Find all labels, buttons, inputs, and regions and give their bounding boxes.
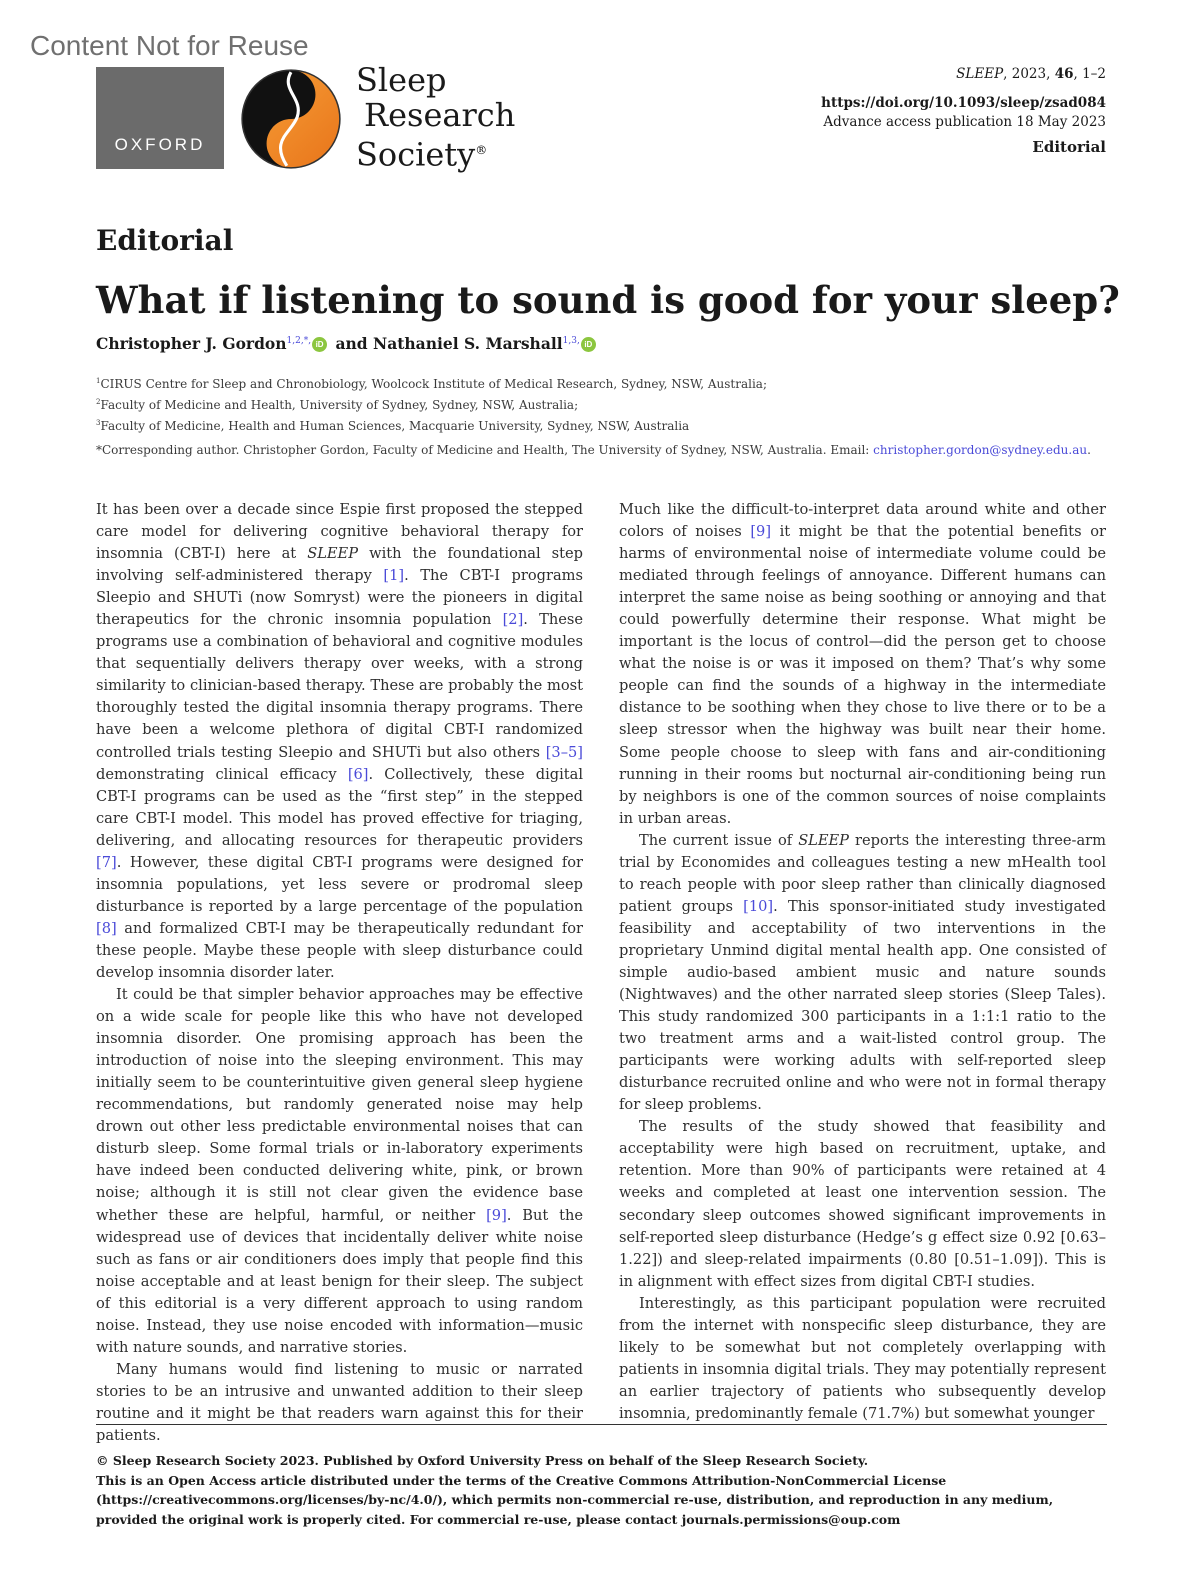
section-label: Editorial (96, 224, 234, 257)
license-notice: This is an Open Access article distributed under the terms of the Creative Commons Attribution-NonCommercial License (https://creativecommons.org/licenses/by-nc/4.0/), which permits non-commercial re-use, distribution, and reproduction in any medium, provided the original work is properly cited. For commercial re-use, please contact journals.permissions@oup.com (96, 1472, 1054, 1527)
orcid-icon[interactable]: iD (312, 337, 327, 352)
author-name: Nathaniel S. Marshall (373, 334, 563, 353)
paragraph: Many humans would find listening to music or narrated stories to be an intrusive and unwanted addition to their sleep routine and it might be that readers warn against this for their patients. (96, 1360, 583, 1444)
citation-line: SLEEP, 2023, 46, 1–2 (956, 66, 1106, 82)
article-title: What if listening to sound is good for your sleep? (96, 278, 1120, 322)
srs-logo-wordmark: Sleep Research Society® (356, 61, 516, 174)
citation-link[interactable]: [9] (486, 1206, 507, 1224)
paragraph: The current issue of SLEEP reports the interesting three-arm trial by Economides and colleagues testing a new mHealth tool to reach people with poor sleep rather than clinically diagnosed patient groups [10]. This sponsor-initiated study investigated feasibility and acceptability of two interventions in the proprietary Unmind digital mental health app. One consisted of simple audio-based ambient music and nature sounds (Nightwaves) and the other narrated sleep stories (Sleep Tales). This study randomized 300 participants in a 1:1:1 ratio to the two treatment arms and a wait-listed control group. The participants were working adults with self-reported sleep disturbance recruited online and who were not in formal therapy for sleep problems. (619, 831, 1106, 1114)
citation-link[interactable]: [1] (383, 567, 405, 585)
citation-link[interactable]: [3–5] (545, 743, 583, 761)
paragraph: It could be that simpler behavior approaches may be effective on a wide scale for people like this who have not developed insomnia disorder. One promising approach has been the introduction of noise into the sleeping environment. This may initially seem to be counterintuitive given general sleep hygiene recommendations, but randomly generated noise may help drown out other less predictable environmental noises that can disturb sleep. Some formal trials or in-laboratory experiments have indeed been conducted delivering white, pink, or brown noise; although it is still not clear given the evidence base whether these are helpful, harmful, or neither [9]. But the widespread use of devices that incidentally deliver white noise such as fans or air conditioners does imply that people find this noise acceptable and at least benign for their sleep. The subject of this editorial is a very different approach to using random noise. Instead, they use noise encoded with information—music with nature sounds, and narrative stories. (96, 986, 583, 1356)
affiliation: $^1$CIRUS Centre for Sleep and Chronobiology, Woolcock Institute of Medical Research, Sydney, NSW, Australia; (96, 377, 768, 391)
author-list: Christopher J. Gordon$^{1,2,*,}$ iD and Nathaniel S. Marshall$^{1,3,}$ iD (96, 334, 599, 353)
footer-divider (96, 1424, 1107, 1425)
citation-link[interactable]: [6] (347, 765, 369, 783)
affiliation: $^2$Faculty of Medicine and Health, University of Sydney, Sydney, NSW, Australia; (96, 398, 579, 412)
body-column-right (619, 499, 1106, 1425)
citation-link[interactable]: [7] (96, 853, 117, 871)
citation-link[interactable]: [9] (750, 523, 772, 541)
sleep-research-society-logo-icon (239, 67, 343, 171)
paragraph: It has been over a decade since Espie first proposed the stepped care model for delivering cognitive behavioral therapy for insomnia (CBT-I) here at SLEEP with the foundational step involving self-administered therapy [1]. The CBT-I programs Sleepio and SHUTi (now Somryst) were the pioneers in digital therapeutics for the chronic insomnia population [2]. These programs use a combination of behavioral and cognitive modules that sequentially delivers therapy over weeks, with a strong similarity to clinician-based therapy. These are probably the most thoroughly tested the digital insomnia therapy programs. There have been a welcome plethora of digital CBT-I randomized controlled trials testing Sleepio and SHUTi but also others [3–5] demonstrating clinical efficacy [6]. Collectively, these digital CBT-I programs can be used as the “first step” in the stepped care CBT-I model. This model has proved effective for triaging, delivering, and allocating resources for therapeutic providers [7]. However, these digital CBT-I programs were designed for insomnia populations, yet less severe or prodromal sleep disturbance is reported by a large percentage of the population [8] and formalized CBT-I may be therapeutically redundant for these people. Maybe these people with sleep disturbance could develop insomnia disorder later. (96, 501, 584, 981)
email-link[interactable]: christopher.gordon@sydney.edu.au (873, 443, 1088, 457)
citation-link[interactable]: [2] (502, 611, 524, 629)
orcid-icon[interactable]: iD (581, 337, 596, 352)
advance-access: Advance access publication 18 May 2023 (823, 114, 1106, 130)
affiliations (96, 372, 1108, 459)
article-type: Editorial (1032, 138, 1106, 156)
watermark-text: Content Not for Reuse (30, 30, 309, 61)
paragraph: Much like the difficult-to-interpret data around white and other colors of noises [9] it might be that the potential benefits or harms of environmental noise of intermediate volume could be mediated through feelings of annoyance. Different humans can interpret the same noise as being soothing or annoying and that could powerfully determine their response. What might be important is the locus of control—did the person get to choose what the noise is or was it imposed on them? That’s why some people can find the sounds of a highway in the intermediate distance to be soothing when they chose to live there or to be a sleep stressor when the highway was built near their home. Some people choose to sleep with fans and air-conditioning running in their rooms but nocturnal air-conditioning being run by neighbors is one of the common sources of noise complaints in urban areas. (619, 501, 1106, 827)
paragraph: The results of the study showed that feasibility and acceptability were high based on recruitment, uptake, and retention. More than 90% of participants were retained at 4 weeks and completed at least one intervention session. The secondary sleep outcomes showed significant improvements in self-reported sleep disturbance (Hedge’s g effect size 0.92 [0.63–1.22]) and sleep-related impairments (0.80 [0.51–1.09]). This is in alignment with effect sizes from digital CBT-I studies. (619, 1118, 1106, 1290)
oxford-logo (96, 67, 224, 169)
copyright-notice: © Sleep Research Society 2023. Published by Oxford University Press on behalf of the Sleep Research Society. (96, 1453, 869, 1468)
paragraph: Interestingly, as this participant population were recruited from the internet with nonspecific sleep disturbance, they are likely to be somewhat but not completely overlapping with patients in insomnia digital trials. They may potentially represent an earlier trajectory of patients who subsequently develop insomnia, predominantly female (71.7%) but somewhat younger (619, 1294, 1106, 1422)
article-meta (821, 65, 1106, 157)
citation-link[interactable]: [10] (743, 897, 774, 915)
corresponding-author: *Corresponding author. Christopher Gordon, Faculty of Medicine and Health, The University of Sydney, NSW, Australia. Email: christopher.gordon@sydney.edu.au. (96, 443, 1091, 457)
doi-link[interactable]: https://doi.org/10.1093/sleep/zsad084 (821, 95, 1106, 111)
citation-link[interactable]: [8] (96, 919, 117, 937)
footer (96, 1451, 1107, 1529)
affiliation: $^3$Faculty of Medicine, Health and Human Sciences, Macquarie University, Sydney, NSW, Australia (96, 419, 690, 433)
oxford-logo-text: OXFORD (114, 135, 206, 154)
body-column-left (96, 499, 583, 1447)
author-name: Christopher J. Gordon (96, 334, 287, 353)
